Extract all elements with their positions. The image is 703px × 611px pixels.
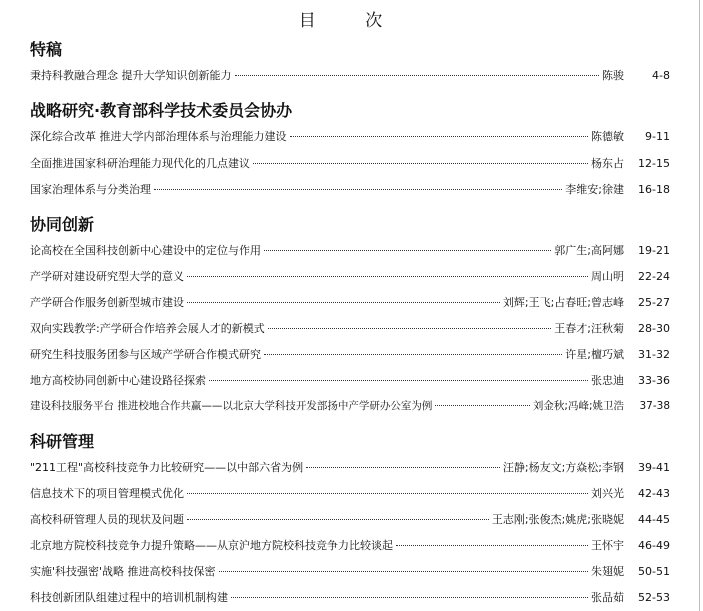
entry-author: 刘兴光 [591,487,624,500]
dot-leader [290,136,589,137]
entry-title: 产学研对建设研究型大学的意义 [30,270,184,283]
entry-title: 地方高校协同创新中心建设路径探索 [30,374,206,387]
toc-entry[interactable] [30,398,670,416]
section-heading-research-mgmt: 科研管理 [30,432,95,451]
entry-title: 研究生科技服务团参与区域产学研合作模式研究 [30,348,261,361]
entry-pages: 4-8 [652,69,670,82]
entry-title: 全面推进国家科研治理能力现代化的几点建议 [30,157,250,170]
entry-author: 陈德敏 [591,130,624,143]
entry-title: 产学研合作服务创新型城市建设 [30,296,184,309]
entry-pages: 50-51 [638,565,670,578]
entry-title: 科技创新团队组建过程中的培训机制构建 [30,591,228,604]
entry-title: 深化综合改革 推进大学内部治理体系与治理能力建设 [30,130,287,143]
entry-title: 双向实践教学:产学研合作培养会展人才的新模式 [30,322,265,335]
entry-pages: 37-38 [639,400,670,412]
toc-entry[interactable] [30,589,670,607]
entry-title: 论高校在全国科技创新中心建设中的定位与作用 [30,244,261,257]
dot-leader [219,571,588,572]
entry-pages: 25-27 [638,296,670,309]
section-heading-feature: 特稿 [30,40,63,59]
toc-entry[interactable] [30,128,670,146]
entry-pages: 28-30 [638,322,670,335]
toc-entry[interactable] [30,459,670,477]
entry-author: 汪静;杨友文;方焱松;李钢 [502,461,624,474]
page-title: 目 次 [298,11,405,31]
dot-leader [264,250,551,251]
dot-leader [435,405,530,406]
entry-author: 朱翅妮 [591,565,624,578]
entry-pages: 16-18 [638,183,670,196]
entry-pages: 46-49 [638,539,670,552]
entry-title: 高校科研管理人员的现状及问题 [30,513,184,526]
dot-leader [231,597,588,598]
dot-leader [154,189,562,190]
entry-author: 陈骏 [602,69,624,82]
entry-title: 秉持科教融合理念 提升大学知识创新能力 [30,69,232,82]
entry-pages: 52-53 [638,591,670,604]
entry-author: 郭广生;高阿娜 [554,244,624,257]
entry-title: 信息技术下的项目管理模式优化 [30,487,184,500]
entry-pages: 33-36 [638,374,670,387]
entry-author: 刘辉;王飞;占春旺;曾志峰 [502,296,624,309]
toc-entry[interactable] [30,485,670,503]
entry-author: 王怀宇 [591,539,624,552]
toc-entry[interactable] [30,155,670,173]
dot-leader [306,467,500,468]
entry-pages: 39-41 [638,461,670,474]
entry-author: 杨东占 [591,157,624,170]
entry-pages: 44-45 [638,513,670,526]
entry-pages: 31-32 [638,348,670,361]
dot-leader [187,493,588,494]
toc-entry[interactable] [30,268,670,286]
toc-entry[interactable] [30,537,670,555]
dot-leader [253,163,588,164]
toc-entry[interactable] [30,242,670,260]
entry-title: 建设科技服务平台 推进校地合作共赢——以北京大学科技开发部扬中产学研办公室为例 [30,400,433,412]
entry-author: 刘金秋;冯峰;姚卫浩 [532,400,624,412]
toc-entry[interactable] [30,320,670,338]
toc-entry[interactable] [30,294,670,312]
entry-author: 张忠迪 [591,374,624,387]
toc-entry[interactable] [30,372,670,390]
section-heading-collab: 协同创新 [30,215,95,234]
dot-leader [187,276,588,277]
entry-author: 许星;檀巧斌 [565,348,624,361]
dot-leader [235,75,600,76]
entry-pages: 42-43 [638,487,670,500]
dot-leader [268,328,552,329]
dot-leader [264,354,562,355]
entry-author: 周山明 [591,270,624,283]
entry-pages: 22-24 [638,270,670,283]
dot-leader [187,519,489,520]
entry-pages: 9-11 [645,130,670,143]
toc-entry[interactable] [30,67,670,85]
entry-title: "211工程"高校科技竞争力比较研究——以中部六省为例 [30,461,304,474]
section-heading-strategy: 战略研究·教育部科学技术委员会协办 [30,101,293,120]
entry-author: 张品茹 [591,591,624,604]
toc-entry[interactable] [30,563,670,581]
dot-leader [396,545,588,546]
entry-title: 实施'科技强密'战略 推进高校科技保密 [30,565,216,578]
toc-entry[interactable] [30,181,670,199]
toc-entry[interactable] [30,511,670,529]
entry-title: 国家治理体系与分类治理 [30,183,151,196]
entry-author: 李维安;徐建 [565,183,624,196]
toc-entry[interactable] [30,346,670,364]
dot-leader [187,302,500,303]
entry-pages: 12-15 [638,157,670,170]
entry-pages: 19-21 [638,244,670,257]
entry-title: 北京地方院校科技竞争力提升策略——从京沪地方院校科技竞争力比较谈起 [30,539,393,552]
entry-author: 王志刚;张俊杰;姚虎;张晓妮 [491,513,624,526]
entry-author: 王春才;汪秋菊 [554,322,624,335]
dot-leader [209,380,588,381]
